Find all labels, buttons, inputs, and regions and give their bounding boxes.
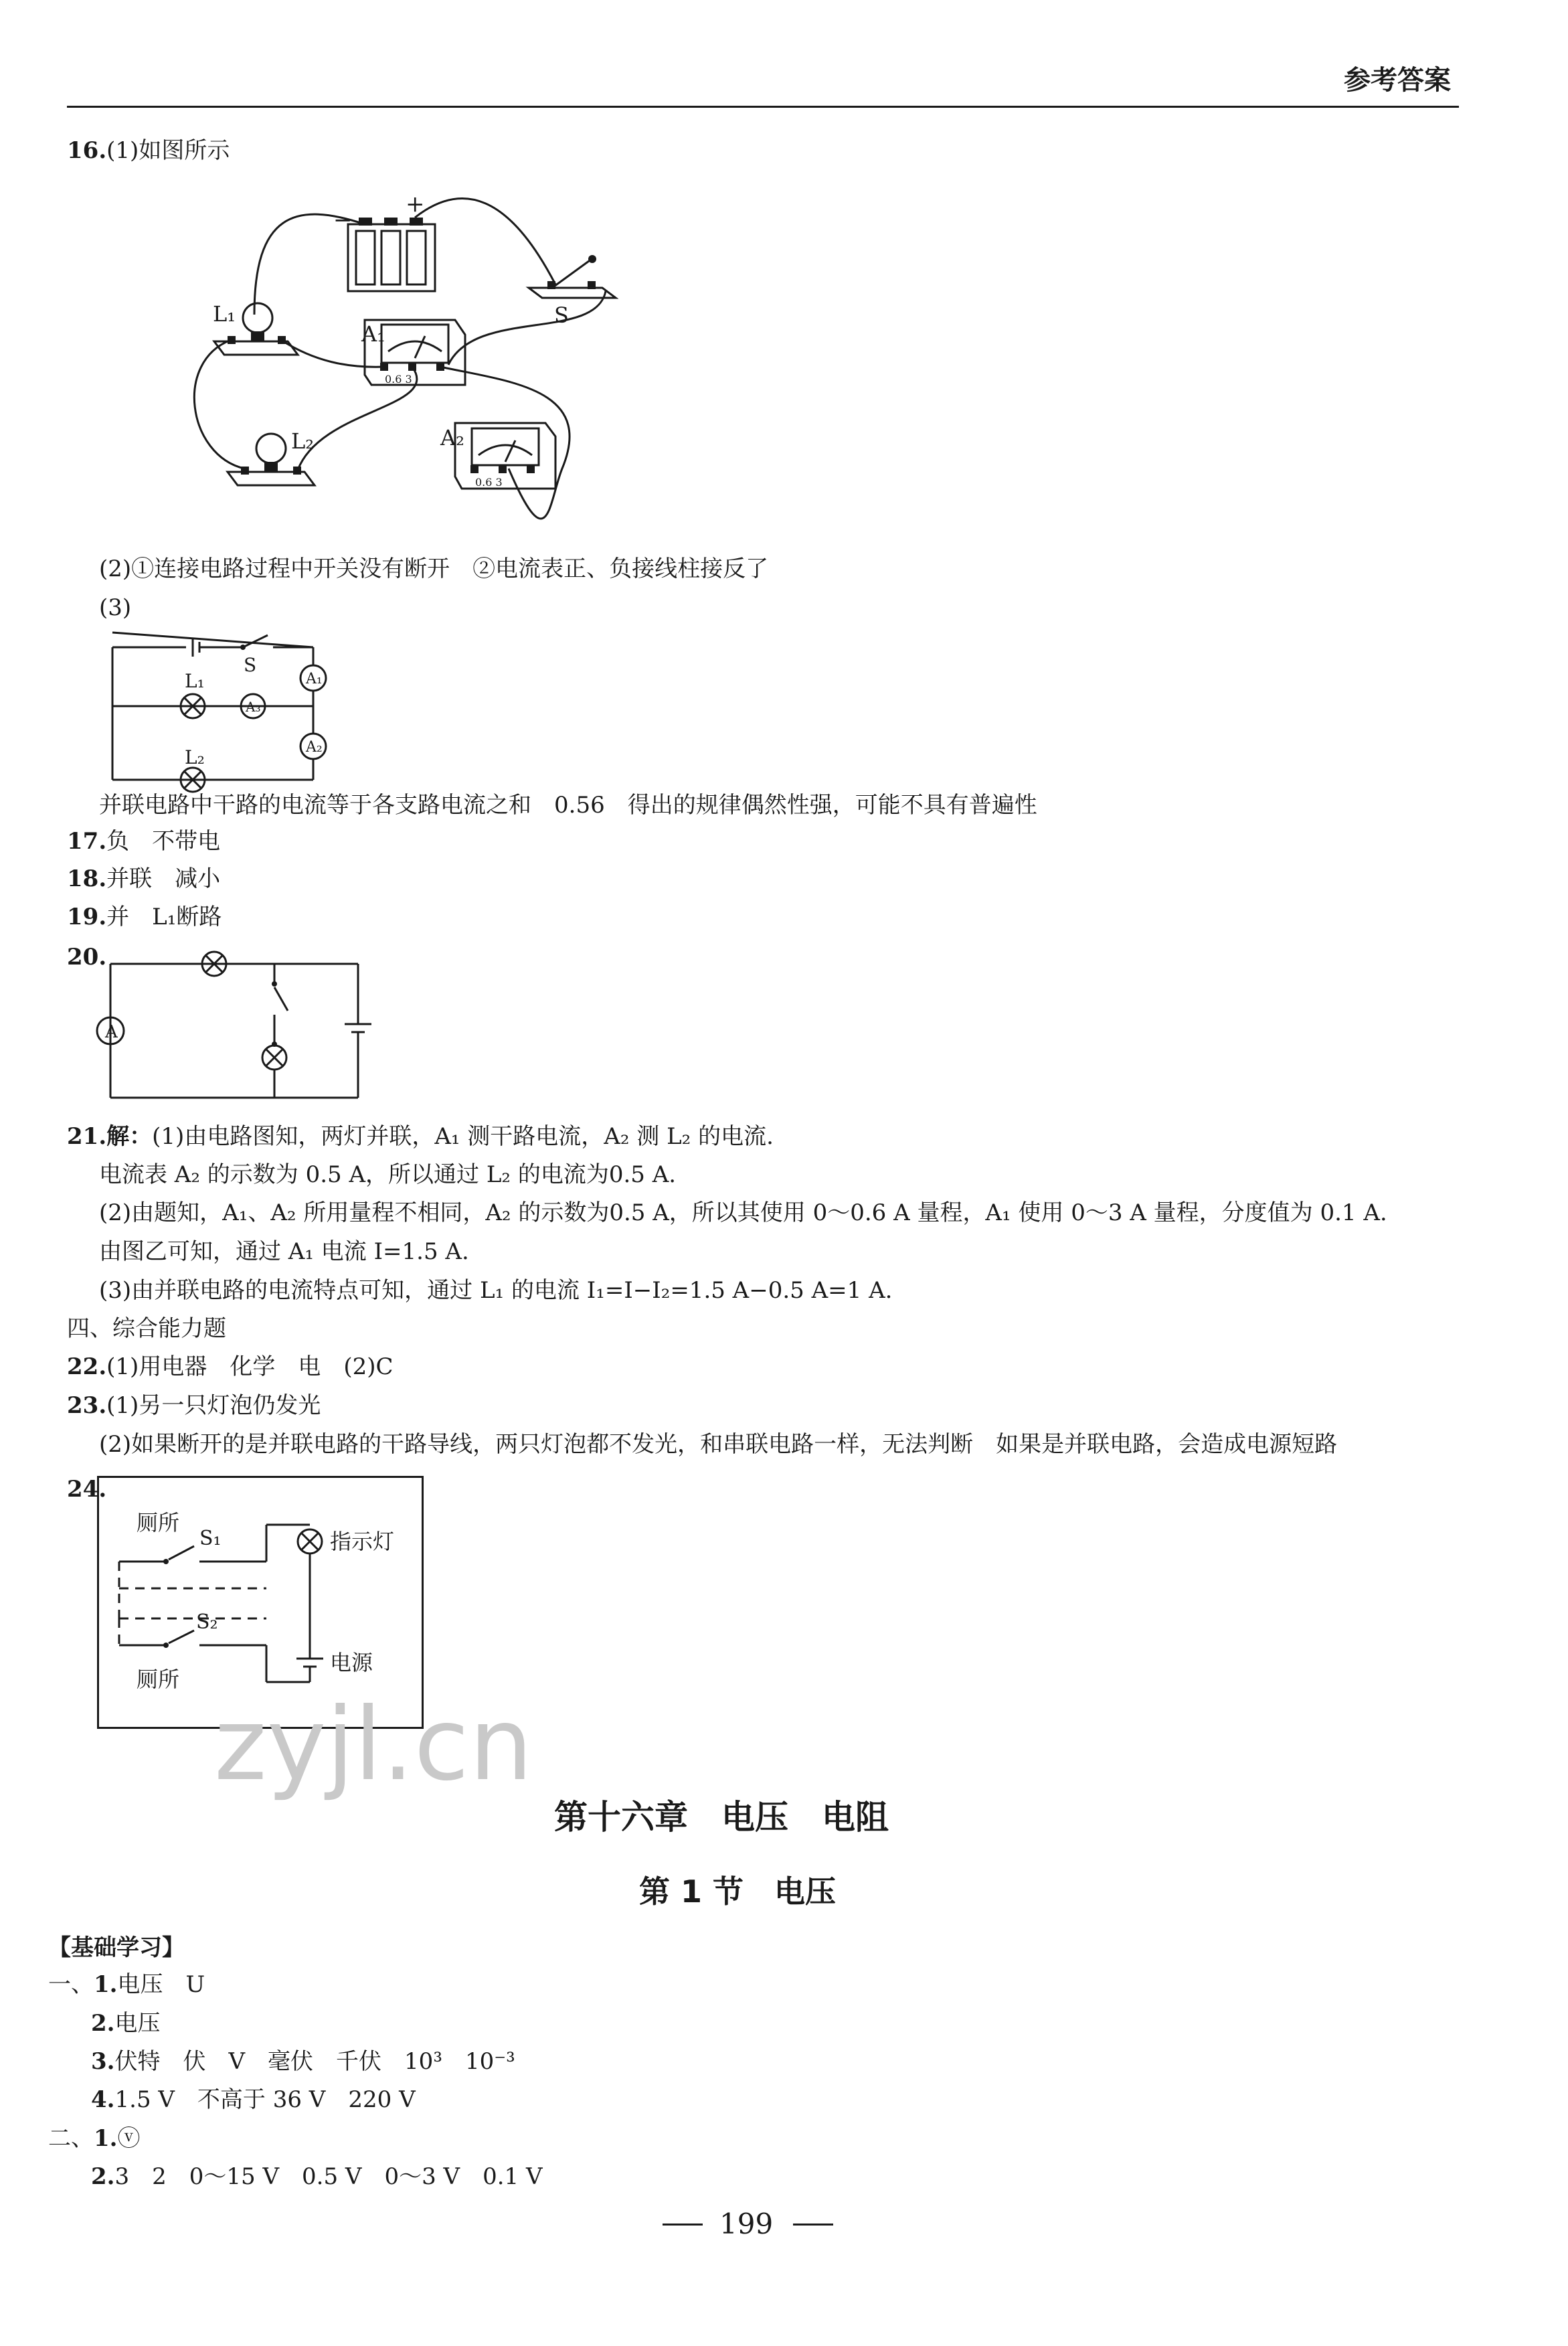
q24-num: 24. [67, 1476, 107, 1503]
q16-circuit-illustration [161, 187, 830, 562]
watermark: zyjl.cn [214, 1687, 533, 1803]
q22 [67, 1353, 394, 1380]
basic-i2 [91, 2010, 161, 2037]
basic-i1 [48, 1971, 205, 1998]
battery-minus-label: − [333, 207, 353, 234]
basic-part1: 一、 [48, 1971, 94, 1998]
schematic-a1-text: A₁ [306, 671, 323, 687]
battery-plus-label: + [406, 191, 425, 218]
q23-l2: (2)如果断开的是并联电路的干路导线，两只灯泡都不发光，和串联电路一样，无法判断 如果是并联电路，会造成电源短路 [99, 1431, 1338, 1458]
q19-num: 19. [67, 904, 107, 930]
basic-i3 [91, 2048, 515, 2075]
schematic-a3-text: A₃ [246, 699, 261, 715]
q17-text: 负 不带电 [106, 828, 221, 855]
basic-i2-text: 电压 [114, 2010, 161, 2037]
schematic-l2-label: L₂ [185, 746, 205, 768]
basic-part2: 二、 [48, 2125, 94, 2152]
q21-l1-text: (1)由电路图知，两灯并联，A₁ 测干路电流，A₂ 测 L₂ 的电流. [152, 1123, 774, 1150]
q20-schematic [97, 950, 378, 1111]
q22-text: (1)用电器 化学 电 (2)C [106, 1353, 394, 1380]
chapter-title: 第十六章 电压 电阻 [554, 1798, 889, 1837]
header-title: 参考答案 [1344, 65, 1451, 96]
q16-num: 16. [67, 137, 107, 164]
q24-s2: S₂ [196, 1610, 218, 1634]
basic-tag: 【基础学习】 [48, 1934, 185, 1961]
header-rule [67, 106, 1459, 108]
q22-num: 22. [67, 1353, 107, 1380]
q16-p1: (1)如图所示 [106, 137, 230, 164]
q24-toilet2: 厕所 [137, 1667, 180, 1692]
q21-l1 [67, 1123, 774, 1150]
basic-j2 [91, 2163, 543, 2190]
q20-num: 20. [67, 944, 107, 971]
basic-i4-num: 4. [91, 2086, 115, 2113]
basic-i1-num: 1. [94, 1971, 118, 1998]
q23-l1-text: (1)另一只灯泡仍发光 [106, 1392, 321, 1419]
schematic-a2-text: A₂ [306, 739, 323, 756]
q16-line1 [67, 137, 230, 164]
q21-lead: 解： [106, 1123, 153, 1150]
ammeter-a2-icon [455, 423, 555, 489]
q21-l4: 由图乙可知，通过 A₁ 电流 I=1.5 A. [99, 1238, 469, 1265]
schematic-switch-label: S [244, 654, 257, 676]
q23-num: 23. [67, 1392, 107, 1419]
basic-i2-num: 2. [91, 2010, 115, 2037]
basic-i4-text: 1.5 V 不高于 36 V 220 V [114, 2086, 416, 2113]
basic-j1-text: ⓥ [117, 2125, 141, 2152]
q16-p4: 并联电路中干路的电流等于各支路电流之和 0.56 得出的规律偶然性强，可能不具有普遍性 [99, 792, 1037, 819]
schematic-l1-label: L₁ [185, 670, 205, 692]
q24-source: 电源 [330, 1650, 373, 1675]
q21-l2: 电流表 A₂ 的示数为 0.5 A，所以通过 L₂ 的电流为0.5 A. [99, 1161, 677, 1188]
basic-i4 [91, 2086, 416, 2113]
lamp-l1-label: L₁ [213, 301, 236, 327]
q21-l3: (2)由题知，A₁、A₂ 所用量程不相同，A₂ 的示数为0.5 A，所以其使用 0～0.6 A 量程，A₁ 使用 0～3 A 量程，分度值为 0.1 A. [99, 1199, 1387, 1226]
basic-i1-text: 电压 U [117, 1971, 205, 1998]
q19 [67, 904, 222, 930]
q20-ammeter-text: A [105, 1022, 118, 1042]
q16-p2: (2)①连接电路过程中开关没有断开 ②电流表正、负接线柱接反了 [99, 556, 769, 582]
q21-l5: (3)由并联电路的电流特点可知，通过 L₁ 的电流 I₁=I−I₂=1.5 A−0.5 A=1 A. [99, 1277, 893, 1304]
battery-icon [348, 218, 435, 291]
q24-indicator: 指示灯 [330, 1529, 395, 1554]
q18-text: 并联 减小 [106, 865, 221, 892]
basic-j1-num: 1. [94, 2125, 118, 2152]
ammeter-a2-label: A₂ [440, 425, 464, 450]
q18-num: 18. [67, 865, 107, 892]
q17 [67, 828, 220, 855]
section4-title: 四、综合能力题 [67, 1315, 226, 1342]
basic-j2-num: 2. [91, 2163, 115, 2190]
q19-text: 并 L₁断路 [106, 904, 222, 930]
basic-i3-num: 3. [91, 2048, 115, 2075]
q24-s1: S₁ [199, 1527, 222, 1550]
q21-num: 21. [67, 1123, 107, 1150]
q18 [67, 865, 220, 892]
section-title: 第 1 节 电压 [639, 1873, 837, 1910]
footer-dash-right [793, 2224, 833, 2226]
q17-num: 17. [67, 828, 107, 855]
switch-label: S [554, 303, 569, 328]
basic-j2-text: 3 2 0～15 V 0.5 V 0～3 V 0.1 V [114, 2163, 543, 2190]
basic-i3-text: 伏特 伏 V 毫伏 千伏 10³ 10⁻³ [114, 2048, 515, 2075]
footer-page: 199 [719, 2207, 774, 2240]
ammeter-a2-scale: 0.6 3 [475, 476, 503, 489]
basic-j1 [48, 2125, 141, 2152]
ammeter-a1-label: A₁ [361, 321, 385, 347]
lamp-l2-label: L₂ [291, 428, 315, 454]
q16-schematic [112, 633, 353, 793]
footer-dash-left [663, 2224, 703, 2226]
q16-p3: (3) [99, 594, 132, 621]
ammeter-a1-scale: 0.6 3 [385, 373, 412, 386]
q24-toilet1: 厕所 [137, 1510, 180, 1535]
q23-l1 [67, 1392, 321, 1419]
